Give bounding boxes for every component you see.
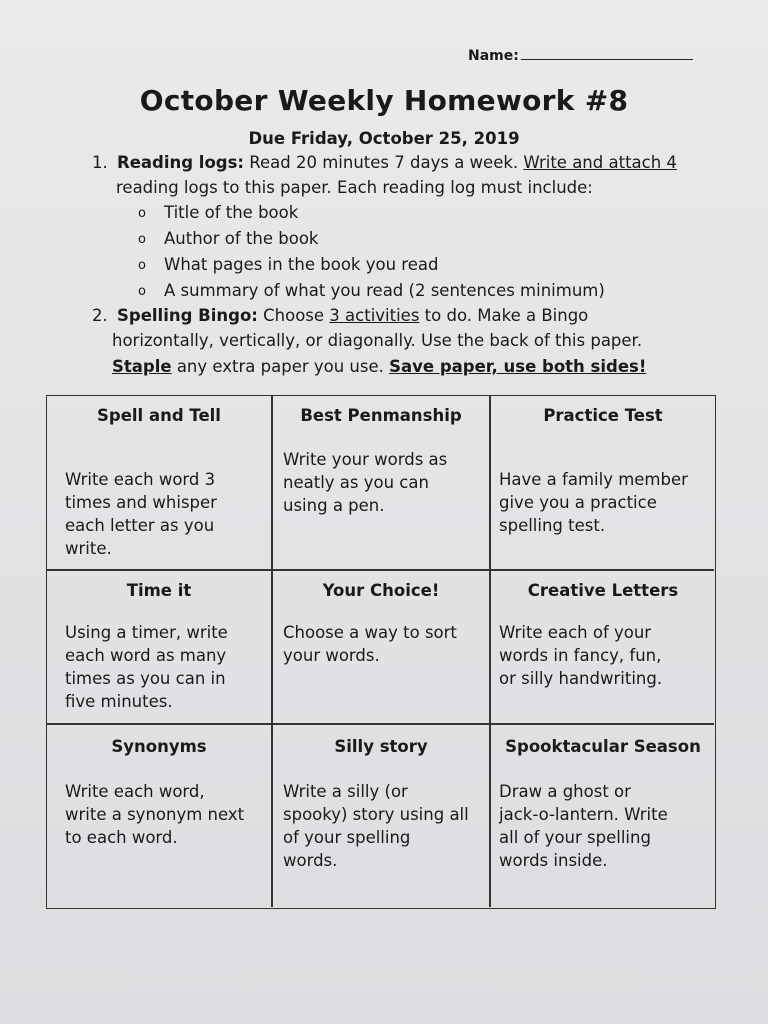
bingo-cell-title: Silly story bbox=[334, 737, 428, 756]
bingo-cell bbox=[47, 396, 271, 569]
bingo-cell-title: Best Penmanship bbox=[300, 406, 462, 425]
description-line: Write each of your bbox=[499, 623, 652, 642]
description-line: Have a family member bbox=[499, 470, 688, 489]
bingo-cell-title: Spooktacular Season bbox=[505, 737, 701, 756]
description-line: Write a silly (or bbox=[283, 782, 408, 801]
spelling-bingo-line-2: horizontally, vertically, or diagonally. Use the back of this paper. bbox=[112, 331, 643, 350]
description-line: neatly as you can bbox=[283, 473, 429, 492]
description-line: all of your spelling bbox=[499, 828, 651, 847]
bingo-cell bbox=[491, 396, 715, 569]
bingo-cell-description bbox=[283, 448, 447, 517]
spelling-bingo-line-3-text: any extra paper you use. bbox=[171, 357, 390, 376]
description-line: words in fancy, fun, bbox=[499, 646, 662, 665]
reading-log-requirement: Title of the book bbox=[164, 203, 299, 222]
spelling-bingo-underlined: 3 activities bbox=[329, 306, 420, 325]
description-line: using a pen. bbox=[283, 496, 385, 515]
save-paper-note: Save paper, use both sides! bbox=[389, 357, 647, 376]
item-number: 1. bbox=[92, 153, 108, 172]
reading-log-requirement: Author of the book bbox=[164, 229, 319, 248]
spelling-bingo-text: Choose bbox=[257, 306, 330, 325]
bingo-cell bbox=[273, 571, 489, 723]
bingo-cell-description bbox=[283, 780, 469, 872]
description-line: Write each word 3 bbox=[65, 470, 216, 489]
name-label: Name: bbox=[468, 48, 519, 64]
bingo-cell bbox=[273, 396, 489, 569]
bingo-cell-title: Your Choice! bbox=[322, 581, 440, 600]
bullet-marker: o bbox=[138, 206, 146, 221]
spelling-bingo-label: Spelling Bingo: bbox=[117, 306, 258, 325]
reading-logs-line-2: reading logs to this paper. Each reading log must include: bbox=[116, 178, 593, 197]
bingo-cell-description bbox=[499, 468, 688, 537]
bingo-cell-title: Creative Letters bbox=[527, 581, 679, 600]
bingo-cell bbox=[491, 725, 715, 909]
bingo-cell-description bbox=[65, 621, 228, 713]
description-line: write. bbox=[65, 539, 112, 558]
bingo-cell bbox=[47, 725, 271, 909]
description-line: Write each word, bbox=[65, 782, 205, 801]
bingo-cell-description bbox=[65, 468, 217, 560]
description-line: of your spelling bbox=[283, 828, 411, 847]
description-line: each letter as you bbox=[65, 516, 215, 535]
reading-logs-underlined: Write and attach 4 bbox=[523, 153, 677, 172]
description-line: words inside. bbox=[499, 851, 608, 870]
spelling-bingo-grid bbox=[46, 395, 716, 909]
bingo-cell-title: Synonyms bbox=[111, 737, 207, 756]
bingo-cell-description bbox=[283, 621, 457, 667]
description-line: five minutes. bbox=[65, 692, 173, 711]
description-line: Choose a way to sort bbox=[283, 623, 457, 642]
reading-log-requirement: What pages in the book you read bbox=[164, 255, 439, 274]
bullet-marker: o bbox=[138, 232, 146, 247]
reading-logs-line-1 bbox=[92, 153, 677, 172]
bingo-cell-title: Time it bbox=[126, 581, 192, 600]
due-date: Due Friday, October 25, 2019 bbox=[248, 129, 520, 148]
bingo-cell-description bbox=[65, 780, 244, 849]
description-line: your words. bbox=[283, 646, 380, 665]
description-line: times as you can in bbox=[65, 669, 226, 688]
bullet-marker: o bbox=[138, 258, 146, 273]
description-line: to each word. bbox=[65, 828, 178, 847]
description-line: or silly handwriting. bbox=[499, 669, 663, 688]
description-line: spelling test. bbox=[499, 516, 606, 535]
description-line: each word as many bbox=[65, 646, 227, 665]
spelling-bingo-text-after: to do. Make a Bingo bbox=[419, 306, 589, 325]
reading-log-requirement: A summary of what you read (2 sentences minimum) bbox=[164, 281, 605, 300]
description-line: times and whisper bbox=[65, 493, 217, 512]
staple-word: Staple bbox=[112, 357, 172, 376]
bingo-cell-description bbox=[499, 780, 668, 872]
item-number: 2. bbox=[92, 306, 108, 325]
spelling-bingo-line-3 bbox=[112, 357, 646, 376]
bingo-cell-description bbox=[499, 621, 662, 690]
bullet-marker: o bbox=[138, 284, 146, 299]
reading-logs-label: Reading logs: bbox=[117, 153, 245, 172]
description-line: Using a timer, write bbox=[65, 623, 228, 642]
bingo-cell-title: Spell and Tell bbox=[97, 406, 221, 425]
bingo-cell bbox=[491, 571, 715, 723]
name-blank-line bbox=[521, 47, 693, 60]
description-line: write a synonym next bbox=[65, 805, 245, 824]
description-line: Write your words as bbox=[283, 450, 448, 469]
description-line: Draw a ghost or bbox=[499, 782, 631, 801]
description-line: jack-o-lantern. Write bbox=[499, 805, 668, 824]
description-line: spooky) story using all bbox=[283, 805, 469, 824]
description-line: give you a practice bbox=[499, 493, 657, 512]
page-title: October Weekly Homework #8 bbox=[139, 84, 629, 117]
reading-logs-text: Read 20 minutes 7 days a week. bbox=[244, 153, 524, 172]
bingo-cell bbox=[273, 725, 489, 909]
description-line: words. bbox=[283, 851, 338, 870]
bingo-cell-title: Practice Test bbox=[543, 406, 663, 425]
bingo-cell bbox=[47, 571, 271, 723]
spelling-bingo-line-1 bbox=[92, 306, 588, 325]
name-field bbox=[468, 47, 693, 64]
